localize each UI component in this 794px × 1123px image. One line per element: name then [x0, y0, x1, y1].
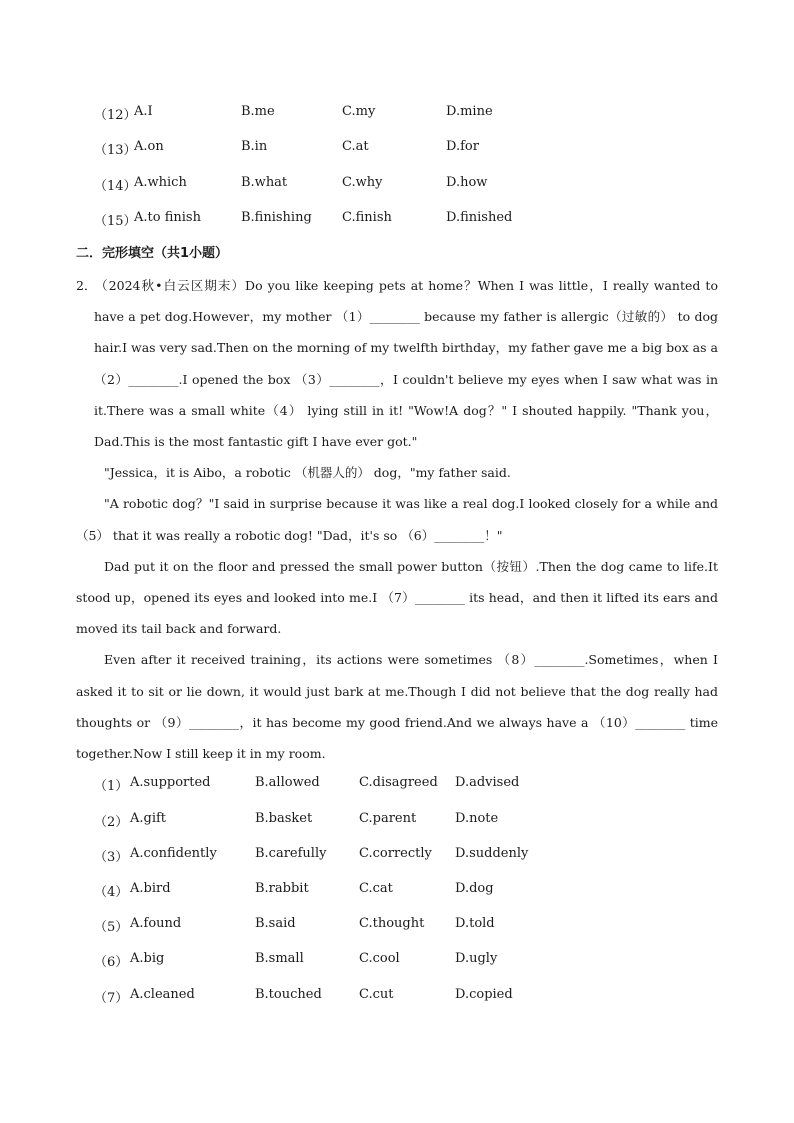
choice-b: B.said — [255, 916, 296, 931]
choice-b: B.rabbit — [255, 881, 309, 896]
passage-paragraph: Even after it received training，its actions were sometimes （8）________.Sometimes，when I asked it to sit or lie down, it would just bark at me.Though I did not believe that the dog really had thoughts or （9）________，it has become my good friend.And we always have a （10）________ time together.Now I still keep it in my room. — [76, 652, 718, 762]
choice-a: A.cleaned — [130, 987, 195, 1002]
question-number: （13） — [94, 143, 137, 158]
choice-c: C.why — [342, 175, 383, 190]
choice-b: B.what — [241, 175, 288, 190]
choice-c: C.cat — [359, 881, 393, 896]
question-number: （6） — [94, 955, 129, 970]
choice-b: B.finishing — [241, 210, 312, 225]
choice-a: A.to finish — [134, 210, 201, 225]
choice-a: A.which — [134, 175, 187, 190]
choice-b: B.carefully — [255, 846, 327, 861]
choice-c: C.cut — [359, 987, 394, 1002]
choice-a: A.gift — [130, 811, 167, 826]
question-number: （1） — [94, 779, 129, 794]
choice-c: C.finish — [342, 210, 392, 225]
choice-a: A.bird — [130, 881, 171, 896]
choice-d: D.ugly — [455, 951, 498, 966]
choice-b: B.allowed — [255, 775, 320, 790]
choice-c: C.disagreed — [359, 775, 438, 790]
question-number: （7） — [94, 991, 129, 1006]
choice-c: C.my — [342, 104, 376, 119]
question-number: （12） — [94, 108, 137, 123]
choice-a: A.I — [134, 104, 153, 119]
choice-b: B.me — [241, 104, 275, 119]
choice-d: D.for — [446, 139, 479, 154]
choice-c: C.thought — [359, 916, 425, 931]
choice-a: A.on — [134, 139, 164, 154]
passage-paragraph: Dad put it on the floor and pressed the small power button（按钮）.Then the dog came to life.It stood up，opened its eyes and looked into me.I （7）________ its head，and then it lifted its ears and moved its tail back and forward. — [76, 558, 718, 637]
cloze-passage — [76, 270, 718, 769]
choice-d: D.told — [455, 916, 495, 931]
choice-c: C.cool — [359, 951, 400, 966]
choice-d: D.mine — [446, 104, 493, 119]
question-number: （15） — [94, 214, 137, 229]
choice-c: C.parent — [359, 811, 417, 826]
choice-b: B.small — [255, 951, 304, 966]
question-number: 2． — [76, 278, 97, 293]
passage-paragraph: "Jessica，it is Aibo，a robotic （机器人的） dog，"my father said. — [104, 465, 511, 481]
choice-d: D.advised — [455, 775, 520, 790]
passage-paragraph: "A robotic dog？"I said in surprise because it was like a real dog.I looked closely for a while and （5） that it was really a robotic dog! "Dad，it's so （6）________！" — [76, 496, 718, 543]
choice-a: A.supported — [130, 775, 211, 790]
question-number: （4） — [94, 885, 129, 900]
choice-a: A.big — [130, 951, 165, 966]
choice-c: C.correctly — [359, 846, 432, 861]
choice-a: A.confidently — [130, 846, 217, 861]
section-heading: 二．完形填空（共1小题） — [76, 246, 229, 261]
choice-d: D.suddenly — [455, 846, 529, 861]
choice-b: B.basket — [255, 811, 313, 826]
choice-d: D.dog — [455, 881, 494, 896]
choice-c: C.at — [342, 139, 369, 154]
choice-d: D.finished — [446, 210, 513, 225]
choice-d: D.copied — [455, 987, 513, 1002]
choice-d: D.note — [455, 811, 499, 826]
question-number: （5） — [94, 920, 129, 935]
choice-b: B.touched — [255, 987, 322, 1002]
choice-d: D.how — [446, 175, 488, 190]
question-number: （3） — [94, 850, 129, 865]
passage-paragraph — [76, 270, 718, 457]
question-number: （14） — [94, 179, 137, 194]
paragraph-text: （2024秋•白云区期末）Do you like keeping pets at home？When I was little，I really wanted to have a pet dog.However，my mother （1）________ because my father is allergic（过敏的） to dog hair.I was very sad.Then on the morning of my twelfth birthday，my father gave me a big box as a （2）________.I opened the box （3）________，I couldn't believe my eyes when I saw what was in it.There was a small white（4） lying still in it! "Wow!A dog？" I shouted happily. "Thank you，Dad.This is the most fantastic gift I have ever got." — [94, 278, 718, 450]
choice-b: B.in — [241, 139, 268, 154]
choice-a: A.found — [130, 916, 182, 931]
question-number: （2） — [94, 815, 129, 830]
